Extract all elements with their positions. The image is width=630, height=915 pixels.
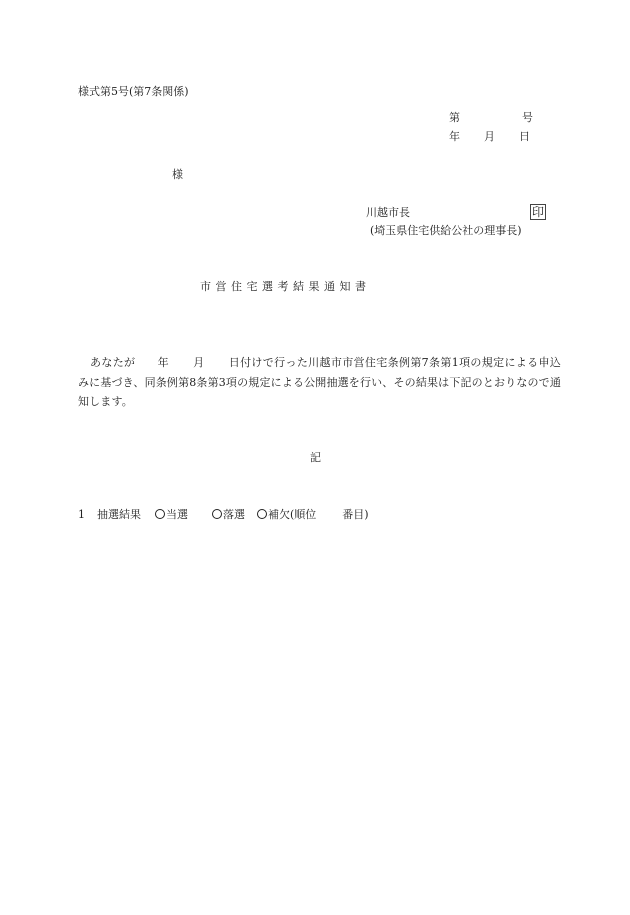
date-year: 年: [449, 130, 460, 143]
form-label: 様式第5号(第7条関係): [78, 85, 189, 98]
result-label: 抽選結果: [97, 508, 141, 521]
option-alt: 補欠(順位: [268, 508, 317, 521]
ki-heading: 記: [310, 451, 321, 464]
date-line: [449, 130, 530, 143]
document-number-line: [449, 111, 533, 124]
option-win: 当選: [166, 508, 188, 521]
number-suffix: 号: [522, 111, 533, 124]
issuer-mayor: 川越市長: [366, 206, 410, 219]
date-month: 月: [484, 130, 495, 143]
body-text-part1: あなたが: [90, 356, 136, 369]
circle-checkbox-lose[interactable]: [212, 509, 222, 519]
option-alt-suffix: 番目): [342, 508, 369, 521]
number-prefix: 第: [449, 111, 460, 124]
issuer-corporation: (埼玉県住宅供給公社の理事長): [370, 224, 522, 237]
circle-checkbox-win[interactable]: [155, 509, 165, 519]
date-day: 日: [519, 130, 530, 143]
document-title: 市 営 住 宅 選 考 結 果 通 知 書: [200, 280, 367, 293]
item-number: 1: [78, 508, 85, 521]
body-month: 月: [192, 356, 205, 369]
circle-checkbox-alt[interactable]: [257, 509, 267, 519]
lottery-result-line: [78, 508, 369, 521]
option-lose: 落選: [223, 508, 245, 521]
body-paragraph: [78, 353, 561, 412]
addressee-suffix: 様: [172, 168, 183, 181]
body-text-part2: 日付けで行った川越市市営住宅条例第7条第1項の規定による申込みに基づき、同条例第8条第3項の規定による公開抽選を行い、その結果は下記のとおりなので通知します。: [78, 356, 562, 408]
body-year: 年: [157, 356, 169, 369]
seal-mark: 印: [532, 205, 545, 219]
